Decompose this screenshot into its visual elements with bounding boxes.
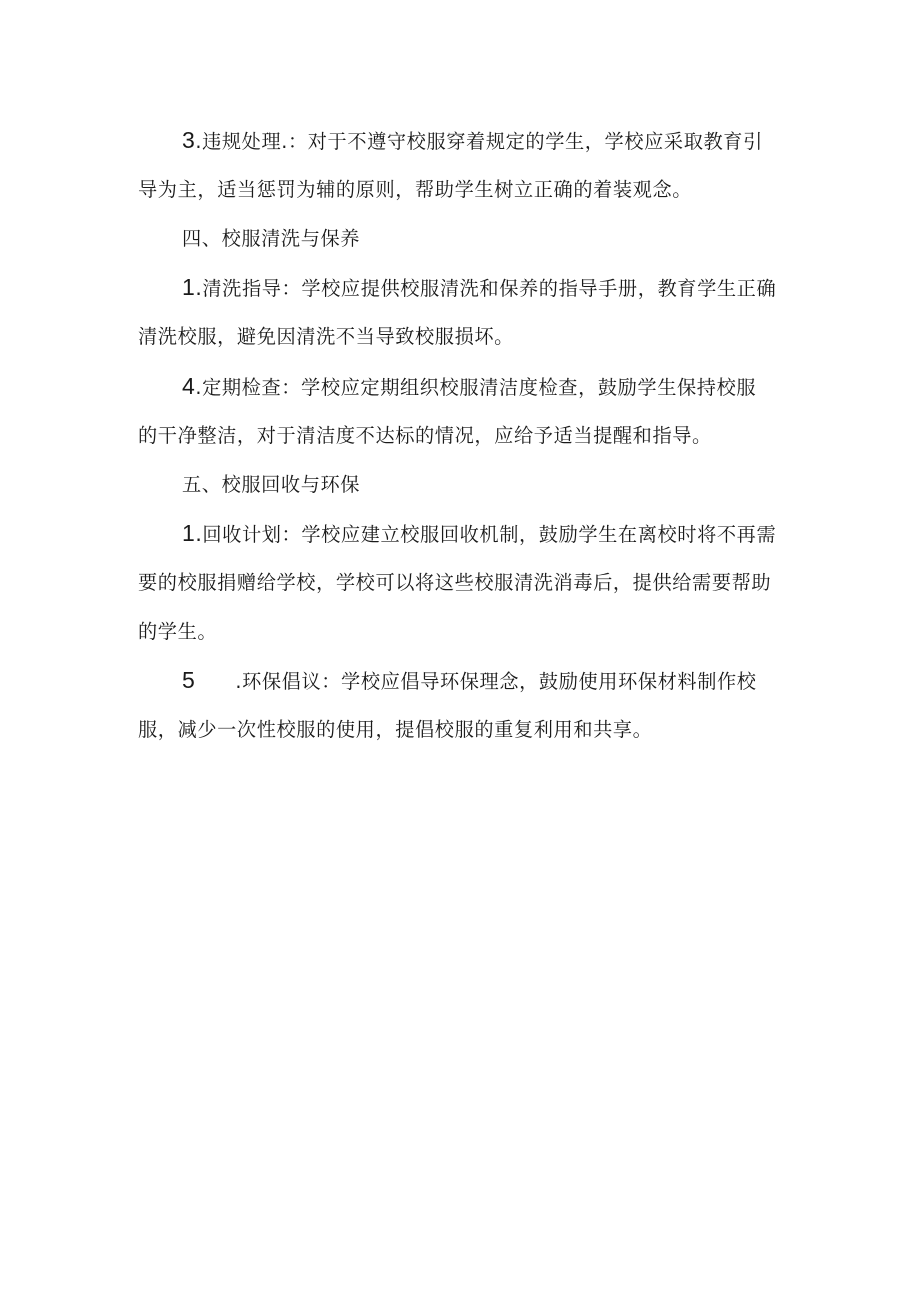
heading-text: 四、校服清洗与保养: [182, 227, 361, 250]
paragraph-cleaning-guide: [138, 263, 788, 361]
section-heading-recycling: [138, 460, 788, 509]
heading-text: 五、校服回收与环保: [182, 473, 361, 496]
item-number: 5: [182, 667, 196, 693]
paragraph-regular-inspection: [138, 362, 788, 460]
paragraph-text: 回收计划：学校应建立校服回收机制，鼓励学生在离校时将不再需: [202, 523, 777, 546]
paragraph-line: [138, 116, 788, 165]
paragraph-environmental-initiative: [138, 656, 788, 754]
paragraph-line: [138, 656, 788, 705]
paragraph-line: 的学生。: [138, 620, 218, 643]
paragraph-violation-handling: [138, 116, 788, 214]
item-number: 3: [182, 127, 196, 153]
item-number: 1.: [182, 274, 203, 300]
paragraph-text: .定期检查：学校应定期组织校服清洁度检查，鼓励学生保持校服: [195, 376, 757, 399]
paragraph-line: 的干净整洁，对于清洁度不达标的情况，应给予适当提醒和指导。: [138, 424, 712, 447]
paragraph-text: .违规处理.：对于不遵守校服穿着规定的学生，学校应采取教育引: [195, 130, 763, 153]
paragraph-line: 服，减少一次性校服的使用，提倡校服的重复利用和共享。: [138, 718, 653, 741]
paragraph-line: [138, 263, 788, 312]
paragraph-line: 清洗校服，避免因清洗不当导致校服损坏。: [138, 325, 514, 348]
paragraph-line: 要的校服捐赠给学校，学校可以将这些校服清洗消毒后，提供给需要帮助: [138, 571, 772, 594]
paragraph-line: [138, 362, 788, 411]
section-heading-cleaning: [138, 214, 788, 263]
paragraph-text: .环保倡议：学校应倡导环保理念，鼓励使用环保材料制作校: [235, 670, 757, 693]
paragraph-recycling-plan: [138, 509, 788, 656]
paragraph-line: 导为主，适当惩罚为辅的原则，帮助学生树立正确的着装观念。: [138, 178, 693, 201]
paragraph-line: [138, 509, 788, 558]
paragraph-text: 清洗指导：学校应提供校服清洗和保养的指导手册，教育学生正确: [202, 277, 777, 300]
item-number: 4: [182, 373, 196, 399]
item-number: 1.: [182, 520, 203, 546]
